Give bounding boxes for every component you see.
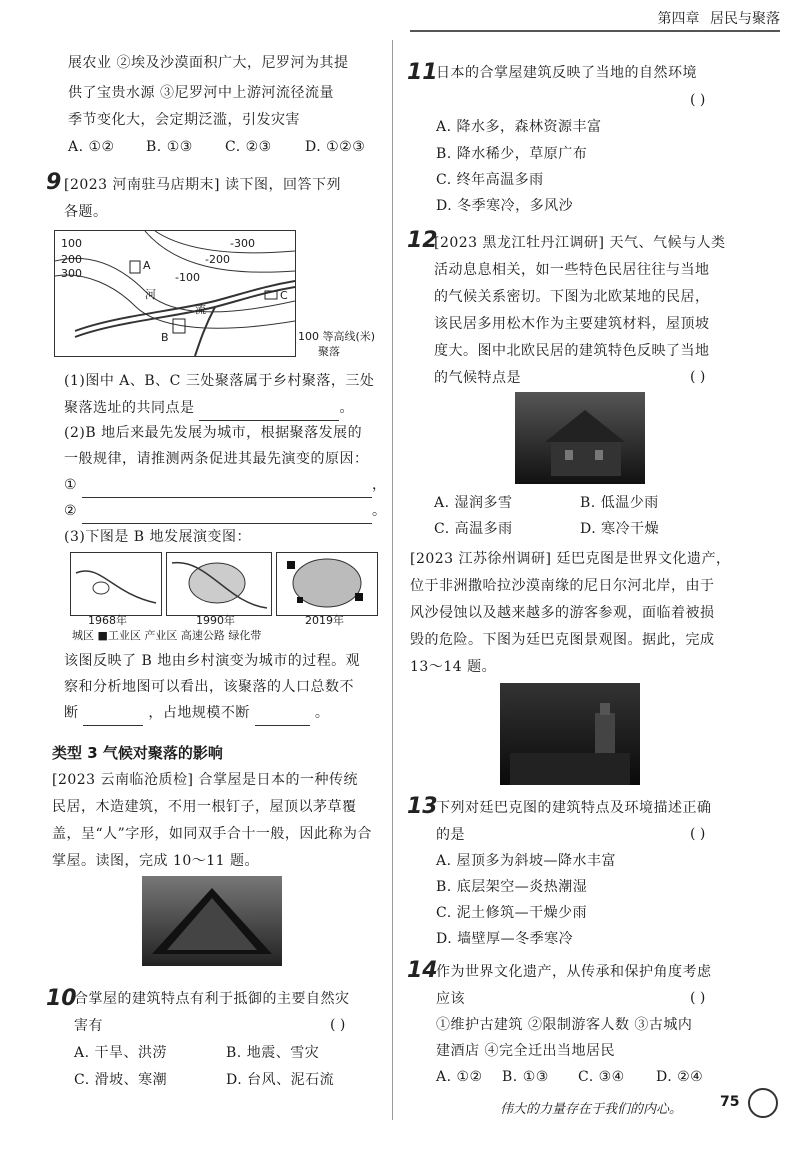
q9-sub1-text: 聚落选址的共同点是 <box>64 400 195 416</box>
q11-answer-paren[interactable]: ( ) <box>690 92 706 108</box>
contour-300-a: 300 <box>61 267 82 280</box>
q9-after-1: 该图反映了 B 地由乡村演变为城市的过程。观 <box>64 653 361 669</box>
intro-13-line-1: [2023 江苏徐州调研] 廷巴克图是世界文化遗产， <box>410 551 731 567</box>
q14-answer-paren[interactable]: ( ) <box>690 990 706 1006</box>
year-2019: 2019年 <box>305 614 344 627</box>
q10-option-d: D. 台风、泥石流 <box>226 1072 335 1088</box>
settlement-a-label: A <box>143 259 151 272</box>
q14-line-2: 应该 <box>436 991 465 1007</box>
settlement-b-label: B <box>161 331 169 344</box>
q9-blank-area[interactable] <box>255 709 310 726</box>
q12-option-a: A. 湿润多雪 <box>434 495 513 511</box>
intro-13-line-2: 位于非洲撒哈拉沙漠南缘的尼日尔河北岸，由于 <box>410 578 715 594</box>
river-label-2: 流 <box>195 303 206 316</box>
chapter-label: 第四章 <box>657 11 700 27</box>
map-legend-contour: 100 等高线(米) <box>298 330 376 343</box>
q9-sub2-line-2: 一般规律，请推测两条促进其最先演变的原因： <box>64 451 369 467</box>
footer-motto: 伟大的力量存在于我们的内心。 <box>500 1102 683 1117</box>
contour-map-svg <box>55 231 295 356</box>
intro-10-line-3: 盖，呈“人”字形，如同双手合十一般，因此称为合 <box>52 826 372 842</box>
q14-statement-1: ①维护古建筑 ②限制游客人数 ③古城内 <box>436 1017 693 1033</box>
circle-2: ② <box>64 503 78 519</box>
prev-line-1: 展农业 ②埃及沙漠面积广大，尼罗河为其提 <box>68 55 349 71</box>
q12-line-2: 活动息息相关，如一些特色民居往往与当地 <box>434 262 710 278</box>
q9-sub1-line-1: (1)图中 A、B、C 三处聚落属于乡村聚落，三处 <box>64 373 375 389</box>
intro-10-line-4: 掌屋。读图，完成 10～11 题。 <box>52 853 260 869</box>
q9-answer-1: ① ， <box>64 472 387 498</box>
q11-option-d: D. 冬季寒冷，多风沙 <box>436 198 574 214</box>
column-divider <box>392 40 393 1120</box>
q13-option-c: C. 泥土修筑—干燥少雨 <box>436 905 588 921</box>
q9-answer-1-blank[interactable] <box>82 481 372 498</box>
q12-option-c: C. 高温多雨 <box>434 521 513 537</box>
year-1968: 1968年 <box>88 614 127 627</box>
q14-option-d: D. ②④ <box>656 1069 704 1085</box>
evolution-map-2019 <box>276 552 378 616</box>
q14-statement-2: 建酒店 ④完全迁出当地居民 <box>436 1043 615 1059</box>
q12-line-4: 该民居多用松木作为主要建筑材料，屋顶坡 <box>434 316 710 332</box>
evolution-map-1990 <box>166 552 272 616</box>
q14-option-c: C. ③④ <box>578 1069 625 1085</box>
q9-line-1: [2023 河南驻马店期末] 读下图，回答下列 <box>64 177 341 193</box>
intro-13-line-5: 13～14 题。 <box>410 659 497 675</box>
prev-option-b: B. ①③ <box>146 139 193 155</box>
intro-13-line-4: 毁的危险。下图为廷巴克图景观图。据此，完成 <box>410 632 715 648</box>
q9-after-3 <box>64 700 329 726</box>
q13-option-d: D. 墙壁厚—冬季寒冷 <box>436 931 574 947</box>
q9-sub1-line-2: 聚落选址的共同点是 。 <box>64 395 354 421</box>
q12-answer-paren[interactable]: ( ) <box>690 369 706 385</box>
q9-answer-2: ② 。 <box>64 498 387 524</box>
q14-number: 14 <box>407 958 438 983</box>
q12-line-1: [2023 黑龙江牡丹江调研] 天气、气候与人类 <box>434 235 726 251</box>
q9-sub3: (3)下图是 B 地发展演变图： <box>64 529 252 545</box>
q9-sub1-blank[interactable] <box>199 404 339 421</box>
contour-minus-200: -200 <box>205 253 230 266</box>
q12-option-b: B. 低温少雨 <box>580 495 659 511</box>
contour-minus-100: -100 <box>175 271 200 284</box>
q11-number: 11 <box>407 60 438 85</box>
prev-option-d: D. ①②③ <box>305 139 366 155</box>
chapter-title: 居民与聚落 <box>710 11 780 27</box>
contour-100-a: 100 <box>61 237 82 250</box>
q12-line-3: 的气候关系密切。下图为北欧某地的民居， <box>434 289 710 305</box>
year-1990: 1990年 <box>196 614 235 627</box>
gassho-house-photo <box>142 876 282 966</box>
intro-13-line-3: 风沙侵蚀以及越来越多的游客参观，面临着被损 <box>410 605 715 621</box>
settlement-c-label: C <box>280 289 288 302</box>
intro-10-line-2: 民居，木造建筑，不用一根钉子，屋顶以茅草覆 <box>52 799 357 815</box>
timbuktu-photo <box>500 683 640 785</box>
q13-line-2: 的是 <box>436 827 465 843</box>
q10-answer-paren[interactable]: ( ) <box>330 1017 346 1033</box>
q9-after-3b: ，占地规模不断 <box>148 705 250 721</box>
q11-option-c: C. 终年高温多雨 <box>436 172 544 188</box>
q9-blank-population[interactable] <box>83 709 143 726</box>
q13-answer-paren[interactable]: ( ) <box>690 826 706 842</box>
q13-line-1: 下列对廷巴克图的建筑特点及环境描述正确 <box>436 800 712 816</box>
prev-line-3: 季节变化大，会定期泛滥，引发灾害 <box>68 112 300 128</box>
q10-line-2: 害有 <box>74 1018 103 1034</box>
q11-option-b: B. 降水稀少，草原广布 <box>436 146 588 162</box>
q14-line-1: 作为世界文化遗产，从传承和保护角度考虑 <box>436 964 712 980</box>
q14-option-a: A. ①② <box>436 1069 483 1085</box>
q14-option-b: B. ①③ <box>502 1069 549 1085</box>
header-rule <box>410 30 780 32</box>
q10-option-c: C. 滑坡、寒潮 <box>74 1072 168 1088</box>
q12-option-d: D. 寒冷干燥 <box>580 521 660 537</box>
page-number: 75 <box>720 1094 740 1110</box>
q11-text: 日本的合掌屋建筑反映了当地的自然环境 <box>436 65 697 81</box>
intro-10-line-1: [2023 云南临沧质检] 合掌屋是日本的一种传统 <box>52 772 358 788</box>
contour-map <box>54 230 296 357</box>
prev-option-a: A. ①② <box>68 139 115 155</box>
q13-number: 13 <box>407 794 438 819</box>
q12-line-5: 度大。图中北欧民居的建筑特色反映了当地 <box>434 343 710 359</box>
evolution-map-1968 <box>70 552 162 616</box>
q13-option-a: A. 屋顶多为斜坡—降水丰富 <box>436 853 617 869</box>
q11-option-a: A. 降水多，森林资源丰富 <box>436 119 602 135</box>
contour-minus-300: -300 <box>230 237 255 250</box>
section-type-3-title: 类型 3 气候对聚落的影响 <box>52 744 223 762</box>
q9-line-2: 各题。 <box>64 204 108 220</box>
q13-option-b: B. 底层架空—炎热潮湿 <box>436 879 588 895</box>
q12-line-6: 的气候特点是 <box>434 370 521 386</box>
circle-1: ① <box>64 477 78 493</box>
q9-after-3a: 断 <box>64 705 79 721</box>
q10-option-b: B. 地震、雪灾 <box>226 1045 320 1061</box>
evolution-legend: 城区 ■工业区 产业区 高速公路 绿化带 <box>72 629 262 642</box>
contour-200-a: 200 <box>61 253 82 266</box>
q10-line-1: 合掌屋的建筑特点有利于抵御的主要自然灾 <box>74 991 350 1007</box>
river-label-1: 河 <box>145 288 156 301</box>
prev-line-2: 供了宝贵水源 ③尼罗河中上游河流径流量 <box>68 85 334 101</box>
q9-after-2: 察和分析地图可以看出，该聚落的人口总数不 <box>64 679 354 695</box>
q9-answer-2-blank[interactable] <box>82 507 372 524</box>
chapter-header <box>658 8 780 28</box>
q9-after-3c: 。 <box>314 705 330 721</box>
q9-sub2-line-1: (2)B 地后来最先发展为城市，根据聚落发展的 <box>64 425 363 441</box>
q10-number: 10 <box>46 986 77 1011</box>
q12-number: 12 <box>407 228 438 253</box>
nordic-house-photo <box>515 392 645 484</box>
map-legend-settlement: 聚落 <box>318 345 340 358</box>
q9-number: 9 <box>46 170 62 195</box>
q10-option-a: A. 干旱、洪涝 <box>74 1045 168 1061</box>
swirl-icon <box>748 1088 778 1118</box>
prev-option-c: C. ②③ <box>225 139 272 155</box>
